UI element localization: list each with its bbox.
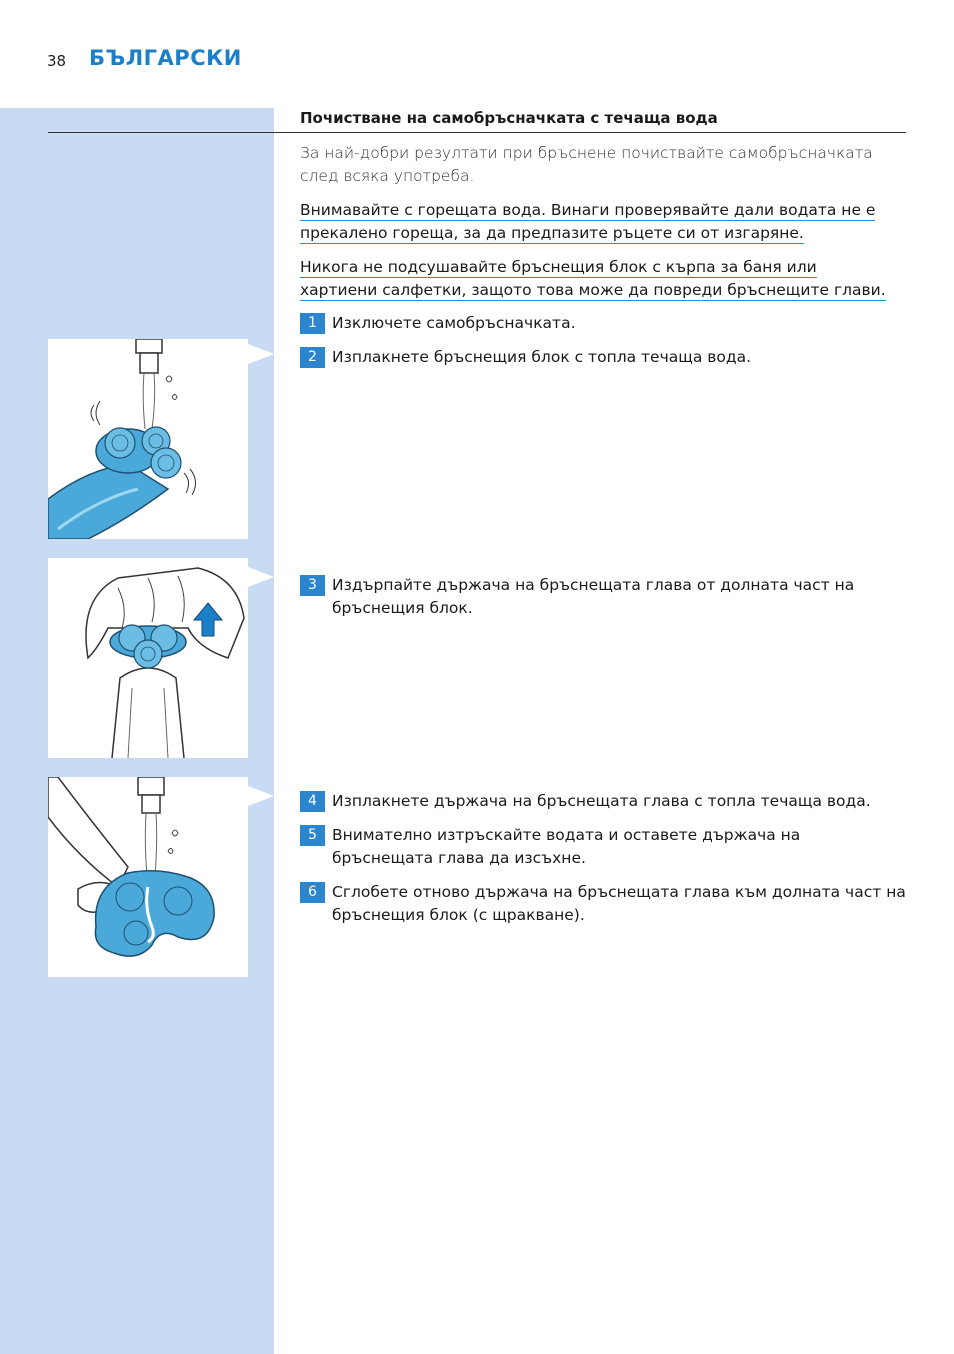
illustration-remove-head-holder xyxy=(48,558,248,758)
illustration-rinse-shaving-unit xyxy=(48,339,248,539)
step-3-text: Издърпайте държача на бръснещата глава от долната част на бръснещия блок. xyxy=(332,576,855,617)
figure-pointer-2 xyxy=(248,567,274,587)
warning-hot-water-line2: прекалено гореща, за да предпазите ръцете си от изгаряне. xyxy=(300,224,804,242)
warning-no-towel xyxy=(300,256,906,302)
warning-hot-water xyxy=(300,199,906,245)
step-2 xyxy=(300,346,906,369)
step-1-text: Изключете самобръсначката. xyxy=(332,314,576,332)
step-4-text: Изплакнете държача на бръснещата глава с топла течаща вода. xyxy=(332,792,871,810)
warning-hot-water-line1: Внимавайте с горещата вода. Винаги проверявайте дали водата не е xyxy=(300,201,876,219)
step-3-number: 3 xyxy=(300,575,325,596)
step-4-number: 4 xyxy=(300,791,325,812)
warning-no-towel-line1: Никога не подсушавайте бръснещия блок с кърпа за баня или xyxy=(300,258,817,276)
step-1-number: 1 xyxy=(300,313,325,334)
figure-pointer-1 xyxy=(248,344,274,364)
step-2-number: 2 xyxy=(300,347,325,368)
step-6 xyxy=(300,881,906,927)
warning-no-towel-line2: хартиени салфетки, защото това може да повреди бръснещите глави. xyxy=(300,281,886,299)
illustration-rinse-head-holder xyxy=(48,777,248,977)
section-heading: Почистване на самобръсначката с течаща вода xyxy=(300,109,718,127)
step-3 xyxy=(300,574,906,620)
intro-paragraph: За най-добри резултати при бръснене почиствайте самобръсначката след всяка употреба. xyxy=(300,144,873,185)
language-title: БЪЛГАРСКИ xyxy=(89,46,242,70)
figure-pointer-3 xyxy=(248,786,274,806)
step-1 xyxy=(300,312,906,335)
step-6-number: 6 xyxy=(300,882,325,903)
step-4 xyxy=(300,790,906,813)
step-5 xyxy=(300,824,906,870)
step-6-text: Сглобете отново държача на бръснещата глава към долната част на бръснещия блок (с щракване). xyxy=(332,883,906,924)
step-2-text: Изплакнете бръснещия блок с топла течаща вода. xyxy=(332,348,752,366)
heading-rule xyxy=(48,132,906,133)
page-number: 38 xyxy=(47,52,67,70)
step-5-text: Внимателно изтръскайте водата и оставете държача на бръснещата глава да изсъхне. xyxy=(332,826,801,867)
step-5-number: 5 xyxy=(300,825,325,846)
